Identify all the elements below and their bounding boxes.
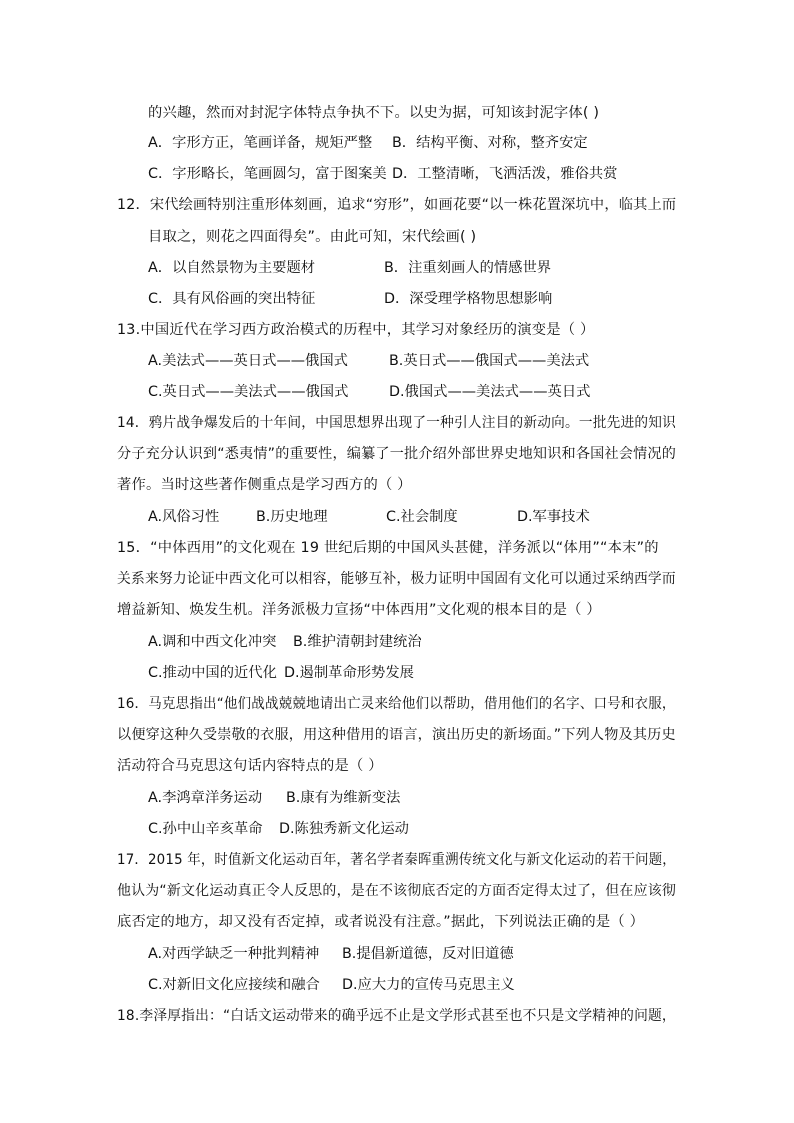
q16-stem-line-3: 活动符合马克思这句话内容特点的是（ ）: [117, 758, 383, 774]
q13-stem-line-1: 13.中国近代在学习西方政治模式的历程中，其学习对象经历的演变是（ ）: [117, 322, 595, 338]
q13-option-d: D.俄国式——美法式——英日式: [389, 384, 591, 400]
q17-option-a: A.对西学缺乏一种批判精神: [148, 946, 320, 962]
q14-option-a: A.风俗习性: [148, 509, 220, 525]
q16-stem-line-2: 以便穿这种久受崇敬的衣服，用这种借用的语言，演出历史的新场面。”下列人物及其历史: [117, 727, 676, 743]
q15-stem-line-2: 关系来努力论证中西文化可以相容，能够互补，极力证明中国固有文化可以通过采纳西学而: [117, 571, 676, 587]
q13-option-c: C.英日式——美法式——俄国式: [148, 384, 349, 400]
q13-option-b: B.英日式——俄国式——美法式: [389, 353, 590, 369]
q16-option-d: D.陈独秀新文化运动: [279, 821, 409, 837]
q11-option-c: C．字形略长，笔画圆匀，富于图案美: [148, 166, 387, 182]
q12-option-d: D．深受理学格物思想影响: [384, 291, 553, 307]
q11-stem-line-1: 的兴趣，然而对封泥字体特点争执不下。以史为据，可知该封泥字体( ): [148, 105, 600, 121]
q16-option-a: A.李鸿章洋务运动: [148, 790, 263, 806]
q16-option-c: C.孙中山辛亥革命: [148, 821, 263, 837]
q17-option-c: C.对新旧文化应接续和融合: [148, 977, 320, 993]
q16-option-b: B.康有为维新变法: [286, 790, 401, 806]
q14-stem-line-3: 著作。当时这些著作侧重点是学习西方的（ ）: [117, 477, 412, 493]
q14-option-d: D.军事技术: [517, 509, 590, 525]
q17-option-d: D.应大力的宣传马克思主义: [342, 977, 515, 993]
q11-option-a: A．字形方正，笔画详备，规矩严整: [148, 135, 373, 151]
q17-stem-line-2: 他认为“新文化运动真正令人反思的，是在不该彻底否定的方面否定得太过了，但在应该彻: [117, 883, 677, 899]
q12-option-b: B．注重刻画人的情感世界: [384, 260, 552, 276]
q12-stem-line-1: 12．宋代绘画特别注重形体刻画，追求“穷形”，如画花要“以一株花置深坑中，临其上而: [117, 197, 677, 213]
q12-stem-line-2: 目取之，则花之四面得矣”。由此可知，宋代绘画( ): [148, 229, 477, 245]
q11-option-d: D．工整清晰，飞洒活泼，雅俗共赏: [392, 166, 618, 182]
q14-option-c: C.社会制度: [386, 509, 458, 525]
q15-option-b: B.维护清朝封建统治: [293, 634, 422, 650]
q15-option-d: D.遏制革命形势发展: [284, 665, 414, 681]
q16-stem-line-1: 16．马克思指出“他们战战兢兢地请出亡灵来给他们以帮助，借用他们的名字、口号和衣服，: [117, 696, 676, 712]
q12-option-c: C．具有风俗画的突出特征: [148, 291, 316, 307]
q17-option-b: B.提倡新道德，反对旧道德: [342, 946, 514, 962]
q12-option-a: A．以自然景物为主要题材: [148, 260, 316, 276]
q15-stem-line-1: 15．“中体西用”的文化观在 19 世纪后期的中国风头甚健，洋务派以“体用”“本末”的: [117, 540, 659, 556]
q17-stem-line-3: 底否定的地方，却又没有否定掉，或者说没有注意。”据此，下列说法正确的是（ ）: [117, 914, 645, 930]
q11-option-b: B．结构平衡、对称，整齐安定: [392, 135, 588, 151]
q14-stem-line-1: 14．鸦片战争爆发后的十年间，中国思想界出现了一种引人注目的新动向。一批先进的知识: [117, 415, 676, 431]
q14-option-b: B.历史地理: [256, 509, 328, 525]
q14-stem-line-2: 分子充分认识到“悉夷情”的重要性，编纂了一批介绍外部世界史地知识和各国社会情况的: [117, 446, 677, 462]
q15-option-a: A.调和中西文化冲突: [148, 634, 277, 650]
q13-option-a: A.美法式——英日式——俄国式: [148, 353, 348, 369]
q17-stem-line-1: 17．2015 年，时值新文化运动百年，著名学者秦晖重溯传统文化与新文化运动的若干问题，: [117, 852, 676, 868]
q15-stem-line-3: 增益新知、焕发生机。洋务派极力宣扬“中体西用”文化观的根本目的是（ ）: [117, 602, 601, 618]
q15-option-c: C.推动中国的近代化: [148, 665, 277, 681]
q18-stem-line-1: 18.李泽厚指出：“白话文运动带来的确乎远不止是文学形式甚至也不只是文学精神的问题，: [117, 1008, 676, 1024]
